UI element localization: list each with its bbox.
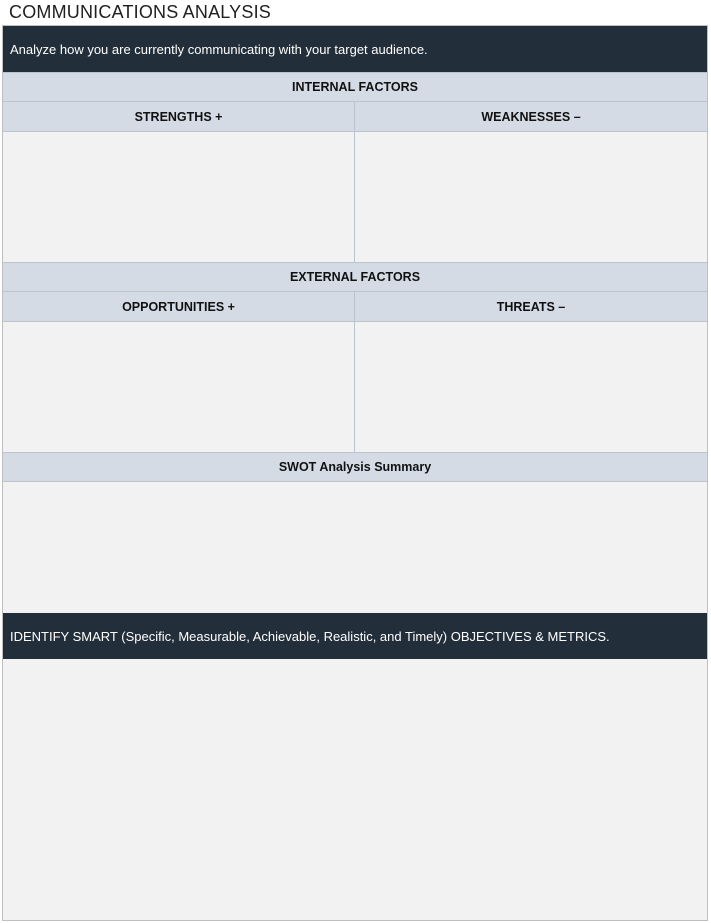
internal-factors-fields (3, 132, 707, 262)
smart-objectives-banner (3, 613, 707, 659)
internal-factors-labels (3, 102, 707, 132)
smart-objectives-field[interactable] (3, 659, 707, 920)
intro-banner (3, 26, 707, 72)
swot-summary-heading: SWOT Analysis Summary (3, 452, 707, 482)
swot-worksheet (2, 25, 708, 921)
internal-factors-heading: INTERNAL FACTORS (3, 72, 707, 102)
strengths-label: STRENGTHS + (3, 102, 355, 131)
threats-field[interactable] (355, 322, 707, 452)
opportunities-field[interactable] (3, 322, 355, 452)
threats-label: THREATS – (496, 299, 566, 314)
smart-objectives-text: IDENTIFY SMART (Specific, Measurable, Achievable, Realistic, and Timely) OBJECTIVES & METRICS. (10, 628, 610, 644)
swot-summary-field[interactable] (3, 482, 707, 613)
page-title: COMMUNICATIONS ANALYSIS (9, 2, 271, 22)
weaknesses-label: WEAKNESSES – (481, 109, 581, 124)
opportunities-label: OPPORTUNITIES + (3, 292, 355, 321)
intro-text: Analyze how you are currently communicating with your target audience. (10, 41, 428, 57)
external-factors-labels (3, 292, 707, 322)
strengths-field[interactable] (3, 132, 355, 262)
external-factors-fields (3, 322, 707, 452)
external-factors-heading: EXTERNAL FACTORS (3, 262, 707, 292)
weaknesses-field[interactable] (355, 132, 707, 262)
